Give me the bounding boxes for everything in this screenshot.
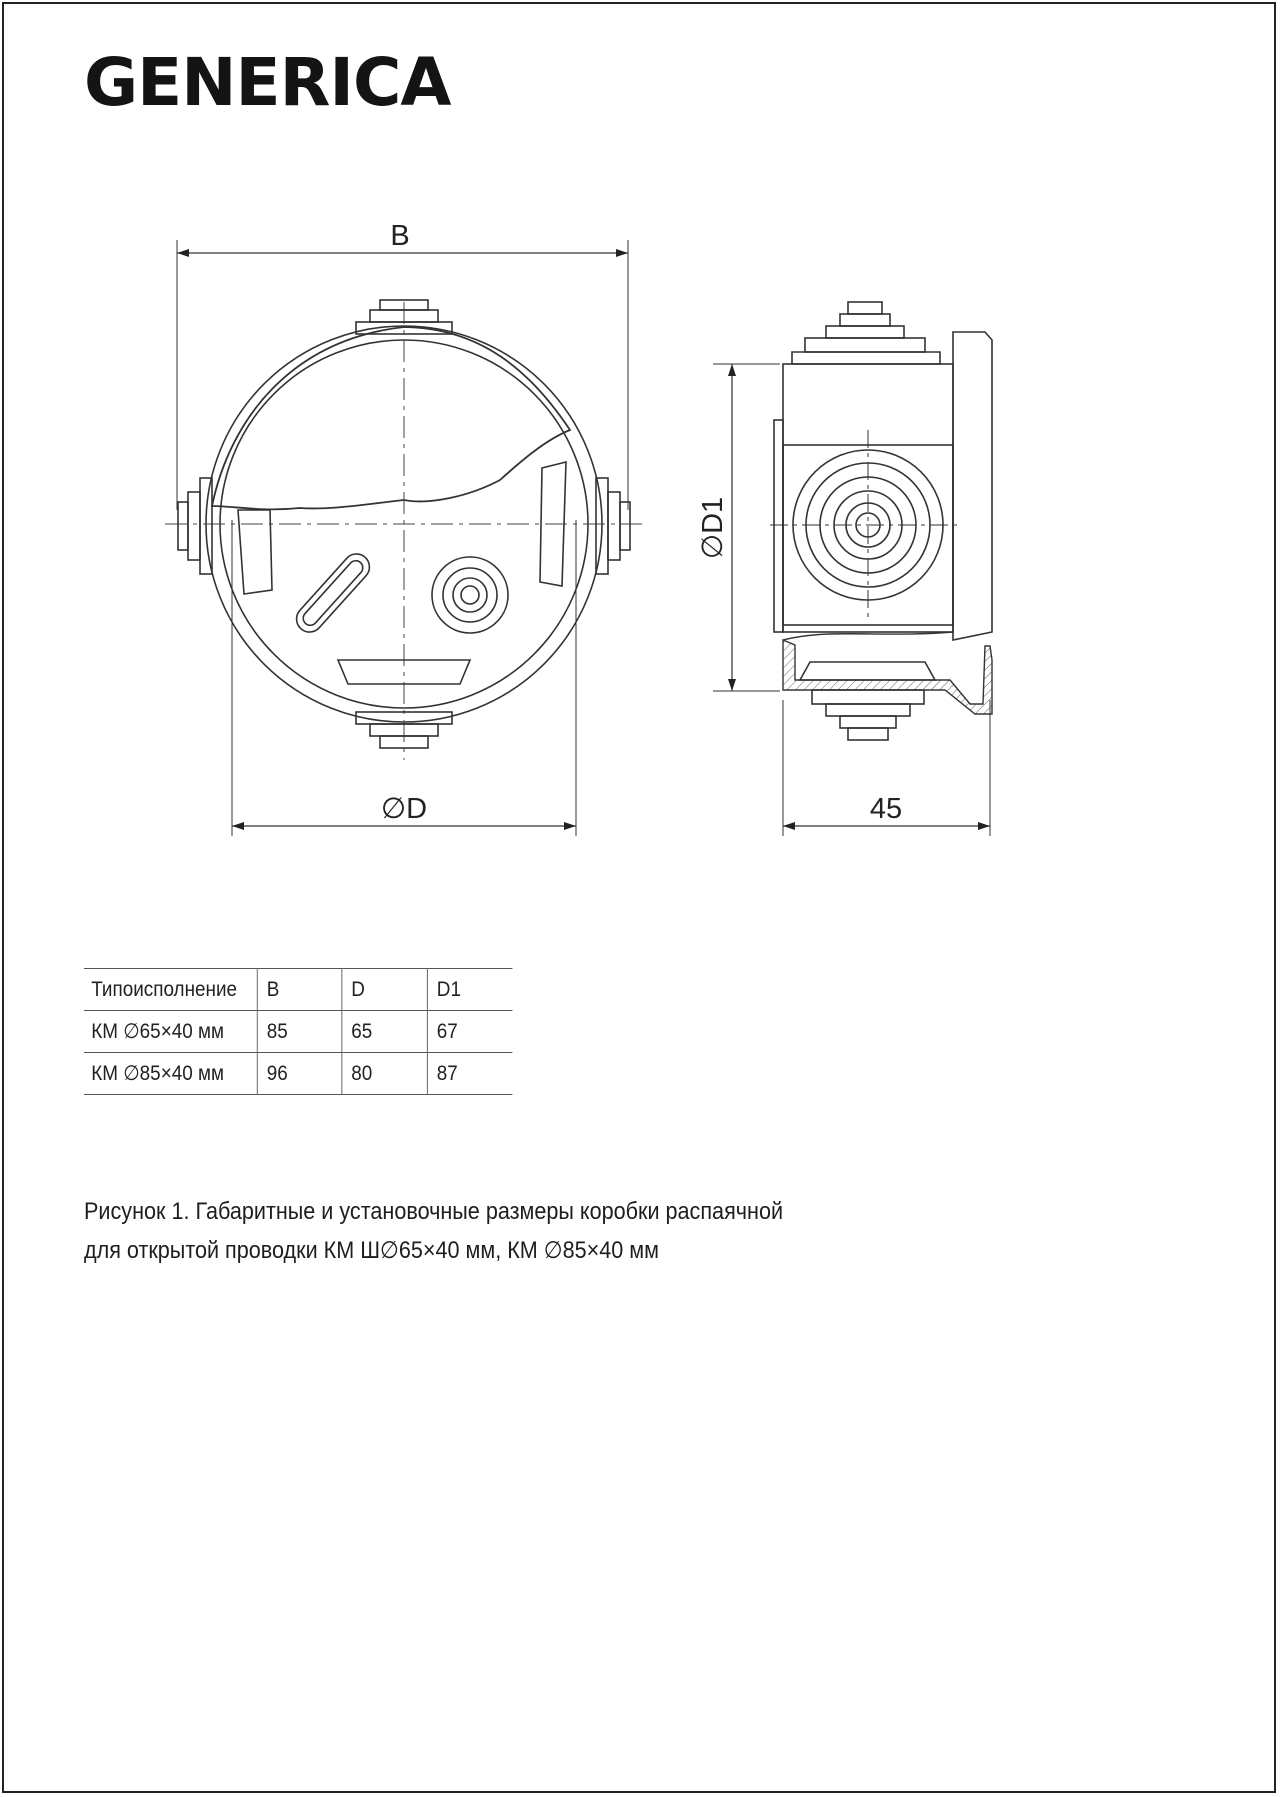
table-cell: 96 bbox=[257, 1053, 342, 1095]
table-cell: 85 bbox=[257, 1011, 342, 1053]
table-header-cell: B bbox=[257, 969, 342, 1011]
brand-logo: GENERICA bbox=[84, 44, 451, 121]
table-cell: 65 bbox=[342, 1011, 428, 1053]
table-header-row bbox=[84, 969, 512, 1011]
table-cell: 67 bbox=[427, 1011, 512, 1053]
dim-label-d1: ∅D1 bbox=[697, 496, 729, 560]
dim-label-d: ∅D bbox=[380, 793, 428, 825]
table-cell: КМ ∅85×40 мм bbox=[84, 1053, 257, 1095]
table-row bbox=[84, 1053, 512, 1095]
caption-line: Рисунок 1. Габаритные и установочные размеры коробки распаячной bbox=[84, 1198, 784, 1225]
table-header-cell: D bbox=[342, 969, 428, 1011]
table-cell: КМ ∅65×40 мм bbox=[84, 1011, 257, 1053]
table-header-cell: Типоисполнение bbox=[84, 969, 257, 1011]
side-view bbox=[713, 302, 992, 836]
front-view bbox=[165, 240, 642, 836]
caption-line: для открытой проводки КМ Ш∅65×40 мм, КМ ∅85×40 мм bbox=[84, 1237, 659, 1264]
table-cell: 80 bbox=[342, 1053, 428, 1095]
figure-caption bbox=[84, 1192, 783, 1270]
spec-table bbox=[84, 968, 512, 1095]
dim-label-b: B bbox=[390, 220, 410, 252]
table-cell: 87 bbox=[427, 1053, 512, 1095]
table-header-cell: D1 bbox=[427, 969, 512, 1011]
table-row bbox=[84, 1011, 512, 1053]
dim-label-depth: 45 bbox=[869, 793, 903, 825]
